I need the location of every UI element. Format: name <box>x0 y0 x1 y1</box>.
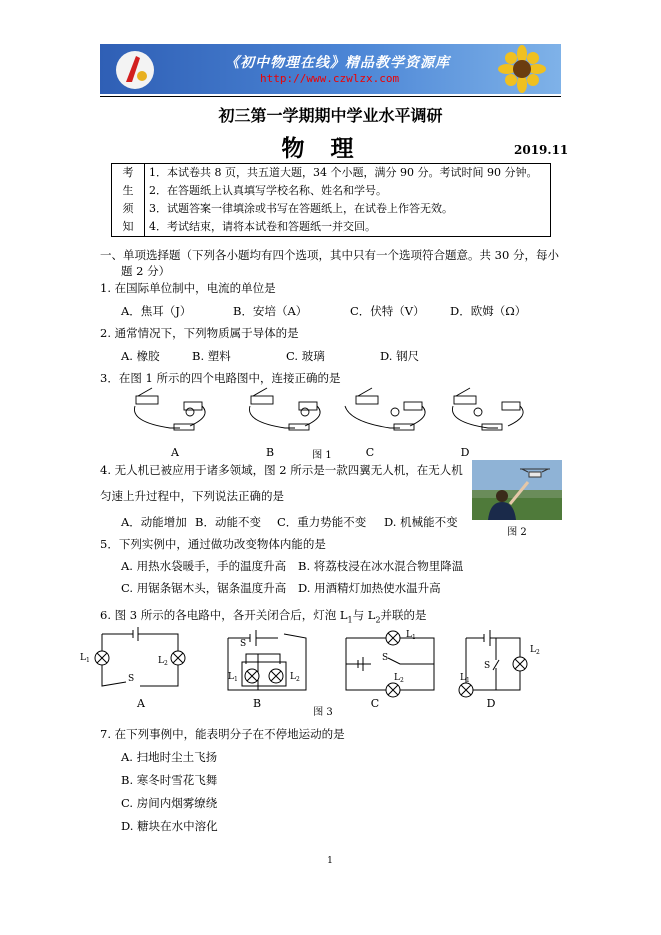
q7-option-c: C. 房间内烟雾缭绕 <box>121 796 218 810</box>
header-banner <box>100 44 561 94</box>
q4-option-d: D. 机械能不变 <box>384 515 458 529</box>
svg-text:1: 1 <box>466 677 470 684</box>
q7-option-b: B. 寒冬时雪花飞舞 <box>121 773 218 787</box>
q5-stem: 5．下列实例中，通过做功改变物体内能的是 <box>100 537 326 551</box>
q4-option-c: C．重力势能不变 <box>277 515 367 529</box>
q4-figure-caption: 图 2 <box>507 527 527 538</box>
q4-stem-cont: 匀速上升过程中，下列说法正确的是 <box>100 489 284 503</box>
q6-circuit-d <box>459 630 527 697</box>
sunflower-icon <box>487 44 557 94</box>
q7-stem: 7. 在下列事例中，能表明分子在不停地运动的是 <box>100 727 345 741</box>
q6-label-d: D <box>486 697 496 710</box>
q3-label-c: C <box>365 446 375 459</box>
q5-option-a: A. 用热水袋暖手，手的温度升高 <box>121 559 287 573</box>
svg-text:S: S <box>382 653 389 663</box>
svg-text:2: 2 <box>164 660 168 667</box>
q3-label-b: B <box>265 446 275 459</box>
svg-text:2: 2 <box>400 677 404 684</box>
svg-text:L: L <box>80 653 86 663</box>
q1-option-a: A．焦耳（J） <box>121 304 192 318</box>
svg-text:1: 1 <box>234 676 238 683</box>
svg-text:L: L <box>394 673 400 683</box>
q2-option-a: A. 橡胶 <box>121 349 160 363</box>
q3-circuit-a <box>134 388 205 430</box>
banner-url[interactable]: http://www.czwlzx.com <box>260 72 400 85</box>
svg-text:S: S <box>128 674 135 684</box>
q3-figure-caption: 图 1 <box>312 450 332 461</box>
q2-option-c: C. 玻璃 <box>286 349 325 363</box>
q6-label-a: A <box>137 697 145 710</box>
q6-circuit-c <box>346 631 434 697</box>
q6-stem: 6. 图 3 所示的各电路中，各开关闭合后，灯泡 $L_1$与 $L_2$并联的是 <box>100 608 427 625</box>
svg-text:L: L <box>290 672 296 682</box>
q1-option-b: B．安培（A） <box>233 304 308 318</box>
q7-option-a: A. 扫地时尘土飞扬 <box>121 750 218 764</box>
svg-text:2: 2 <box>296 676 300 683</box>
drone-photo <box>472 460 562 520</box>
notice-table <box>111 163 551 237</box>
svg-text:L: L <box>158 656 164 666</box>
q7-option-d: D. 糖块在水中溶化 <box>121 819 218 833</box>
svg-text:L: L <box>228 672 234 682</box>
svg-text:L: L <box>530 645 536 655</box>
q6-label-b: B <box>252 697 262 710</box>
q2-option-d: D. 钢尺 <box>380 349 420 363</box>
q3-stem: 3．在图 1 所示的四个电路图中，连接正确的是 <box>100 371 341 385</box>
svg-text:1: 1 <box>412 634 416 641</box>
q1-stem: 1. 在国际单位制中，电流的单位是 <box>100 281 276 295</box>
q2-option-b: B. 塑料 <box>192 349 231 363</box>
section-heading: 一、单项选择题（下列各小题均有四个选项，其中只有一个选项符合题意。共 30 分，每小 <box>100 248 559 262</box>
banner-title: 《初中物理在线》精品教学资源库 <box>225 55 450 71</box>
notice-item: 1．本试卷共 8 页，共五道大题，34 个小题，满分 90 分。考试时间 90 分钟。 <box>149 166 538 179</box>
q3-figure-circuits <box>120 386 520 442</box>
q6-circuit-a <box>95 627 185 686</box>
page-number: 1 <box>327 856 333 866</box>
q3-label-a: A <box>171 446 179 459</box>
exam-date: 2019.11 <box>514 143 569 157</box>
q3-circuit-b <box>249 388 320 430</box>
q1-option-d: D．欧姆（Ω） <box>450 304 527 318</box>
svg-text:1: 1 <box>86 657 90 664</box>
svg-text:S: S <box>240 639 247 649</box>
q1-option-c: C．伏特（V） <box>350 304 425 318</box>
q4-option-a: A．动能增加 <box>121 515 187 529</box>
notice-item: 4．考试结束，请将本试卷和答题纸一并交回。 <box>149 220 376 233</box>
exam-title: 初三第一学期期中学业水平调研 <box>218 106 443 125</box>
svg-text:2: 2 <box>536 649 540 656</box>
notice-items <box>145 164 551 237</box>
q3-circuit-c <box>345 388 425 430</box>
q6-figure-caption: 图 3 <box>313 707 333 718</box>
logo-icon <box>110 44 160 94</box>
exam-subject: 物理 <box>281 135 380 162</box>
q5-option-d: D. 用酒精灯加热使水温升高 <box>298 581 441 595</box>
q5-option-c: C. 用锯条锯木头，锯条温度升高 <box>121 581 287 595</box>
header-rule <box>100 96 561 97</box>
q4-stem: 4. 无人机已被应用于诸多领域，图 2 所示是一款四翼无人机，在无人机 <box>100 463 463 477</box>
section-heading-cont: 题 2 分） <box>121 264 171 278</box>
svg-text:S: S <box>484 661 491 671</box>
q3-label-d: D <box>460 446 470 459</box>
svg-text:L: L <box>406 630 412 640</box>
notice-side-label: 考 生 须 知 <box>112 164 145 237</box>
q6-label-c: C <box>370 697 380 710</box>
notice-item: 3．试题答案一律填涂或书写在答题纸上，在试卷上作答无效。 <box>149 202 453 215</box>
q5-option-b: B. 将荔枝浸在冰水混合物里降温 <box>298 559 464 573</box>
q6-figure-circuits <box>78 624 538 702</box>
svg-text:L: L <box>460 673 466 683</box>
q3-circuit-d <box>452 388 523 430</box>
q2-stem: 2. 通常情况下，下列物质属于导体的是 <box>100 326 299 340</box>
q4-option-b: B．动能不变 <box>195 515 261 529</box>
notice-item: 2．在答题纸上认真填写学校名称、姓名和学号。 <box>149 184 387 197</box>
